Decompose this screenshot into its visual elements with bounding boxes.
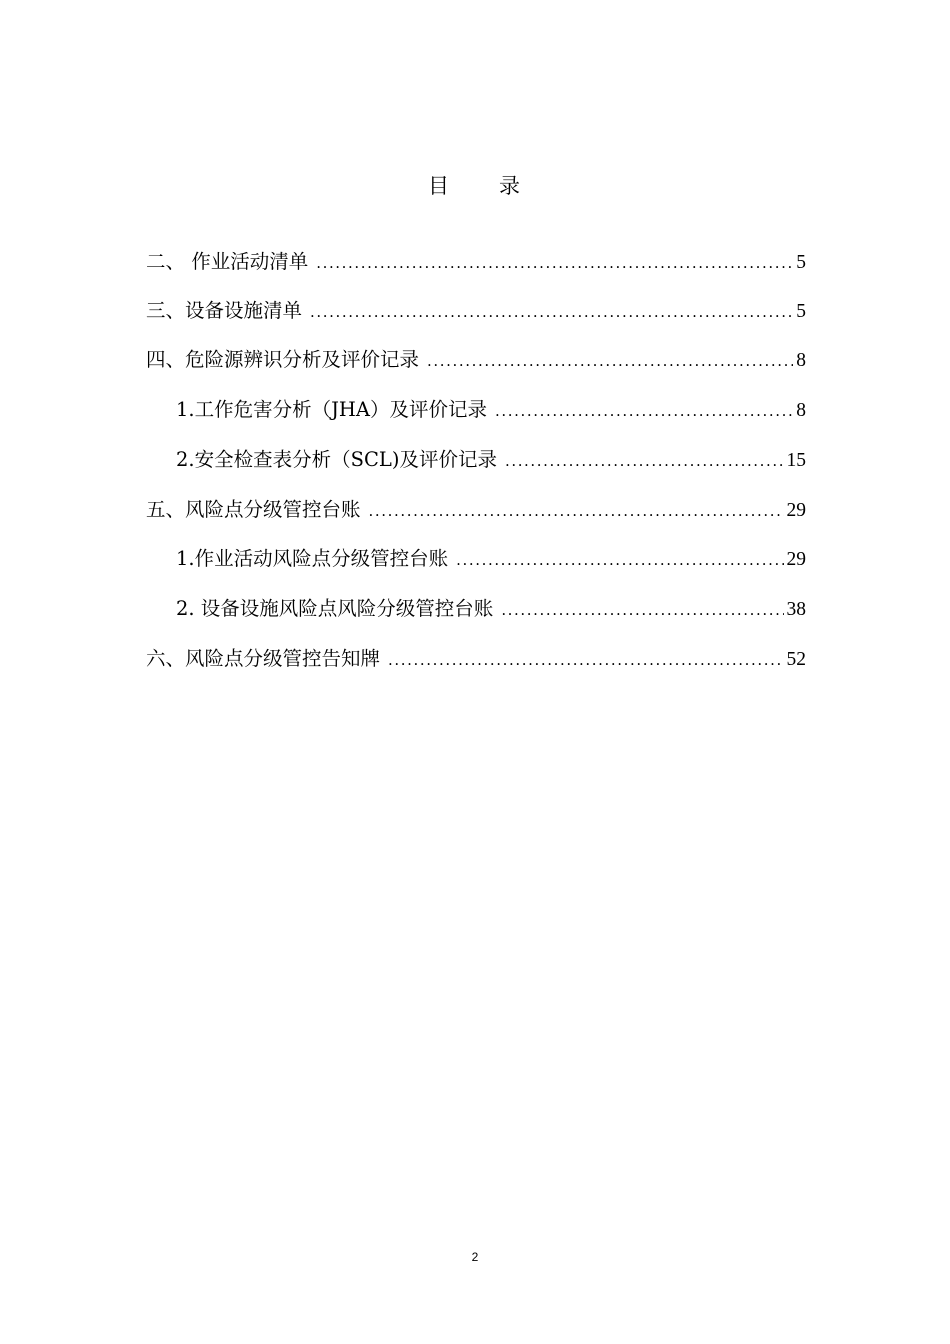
toc-dot-leader [495, 395, 793, 427]
toc-dot-leader [505, 445, 784, 477]
toc-dot-leader [501, 594, 783, 626]
toc-entry[interactable] [176, 543, 806, 575]
toc-entry-page: 38 [786, 599, 806, 620]
toc-entry-page: 8 [796, 400, 806, 421]
toc-entry-label: 四、危险源辨识分析及评价记录 [146, 348, 420, 371]
toc-entry-page: 29 [786, 500, 806, 521]
toc-dot-leader [316, 247, 793, 279]
toc-entry[interactable] [176, 444, 806, 476]
toc-title-left: 目 [428, 174, 451, 198]
toc-entry-label: 1.作业活动风险点分级管控台账 [176, 547, 449, 570]
toc-entry-label: 二、 作业活动清单 [146, 250, 309, 273]
toc-entry[interactable] [176, 593, 806, 625]
toc-dot-leader [427, 345, 793, 377]
toc-entry[interactable] [146, 295, 806, 327]
toc-entry[interactable] [146, 344, 806, 376]
toc-entry-label: 2.安全检查表分析（SCL)及评价记录 [176, 448, 497, 471]
toc-entry-page: 29 [786, 549, 806, 570]
toc-title [0, 170, 950, 200]
toc-entry[interactable] [176, 394, 806, 426]
toc-entry-label: 六、风险点分级管控告知牌 [146, 647, 381, 670]
toc-entry-label: 2. 设备设施风险点风险分级管控台账 [176, 597, 494, 620]
toc-entry-label: 五、风险点分级管控台账 [146, 498, 361, 521]
toc-entry[interactable] [146, 494, 806, 526]
toc-entry-label: 1.工作危害分析（JHA）及评价记录 [176, 398, 488, 421]
toc-entry[interactable] [146, 246, 806, 278]
toc-entry-page: 15 [786, 450, 806, 471]
toc-entry-page: 52 [786, 649, 806, 670]
toc-entry-label: 三、设备设施清单 [146, 299, 303, 322]
toc-entry-page: 5 [796, 301, 806, 322]
toc-dot-leader [456, 544, 783, 576]
page-number: 2 [471, 1250, 479, 1264]
toc-entry[interactable] [146, 643, 806, 675]
toc-dot-leader [369, 495, 784, 527]
toc-dot-leader [388, 644, 783, 676]
toc-entry-page: 5 [796, 252, 806, 273]
toc-dot-leader [310, 296, 793, 328]
toc-title-right: 录 [499, 174, 522, 198]
toc-entry-page: 8 [796, 350, 806, 371]
